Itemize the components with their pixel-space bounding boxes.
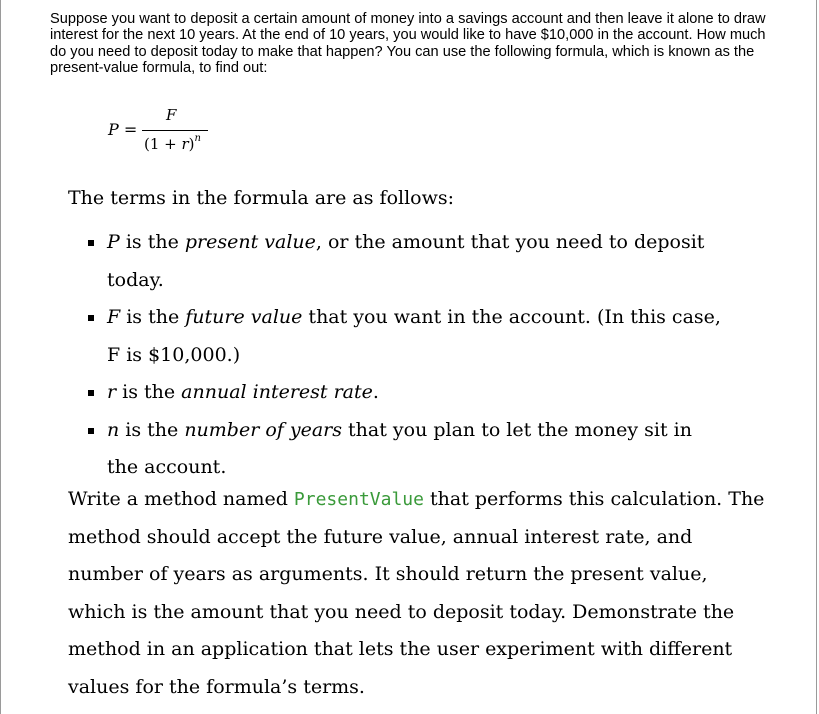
term-italic: future value [185, 306, 303, 328]
term-post: , or the amount that you need to deposit today. [107, 231, 705, 291]
term-pre: is the [119, 418, 185, 441]
formula-lhs [108, 120, 137, 139]
term-var: F [107, 306, 121, 328]
term-item-n [88, 412, 728, 487]
formula-den-open: (1 + [144, 135, 182, 153]
formula-exponent: n [194, 133, 201, 144]
method-name-code: PresentValue [293, 489, 424, 510]
term-pre: is the [120, 306, 186, 328]
term-var: P [107, 231, 120, 253]
term-var: n [107, 418, 120, 441]
term-post: . [372, 381, 379, 403]
bullet-icon [88, 315, 94, 321]
closing-after-code: that performs this calculation. The method should accept the future value, annual interest rate, and number of years as arguments. It should return the present value, which is the amount that you need to deposit today. Demonstrate the method in an application that lets the user experiment with different values for the formula’s terms. [68, 488, 765, 698]
formula-lhs-var: P [108, 120, 119, 139]
term-post: that you want in the account. (In this case, F is $10,000.) [107, 306, 721, 366]
terms-heading: The terms in the formula are as follows: [68, 187, 455, 209]
fraction-bar [142, 130, 208, 131]
intro-paragraph: Suppose you want to deposit a certain amount of money into a savings account and then leave it alone to draw interest for the next 10 years. At the end of 10 years, you would like to have $10,000 in the account. How much do you need to deposit today to make that happen? You can use the following formula, which is known as the present-value formula, to find out: [50, 11, 766, 77]
term-post: that you plan to let the money sit in the account. [107, 418, 692, 478]
term-italic: number of years [184, 418, 342, 441]
term-item-r [88, 374, 728, 412]
closing-paragraph [68, 481, 768, 707]
term-pre: is the [119, 231, 185, 253]
term-item-f [88, 299, 728, 374]
bullet-icon [88, 390, 94, 396]
present-value-formula [108, 106, 218, 166]
formula-denominator [144, 135, 201, 153]
term-item-p [88, 224, 728, 299]
formula-numerator: F [166, 106, 177, 124]
term-italic: annual interest rate [181, 381, 373, 403]
formula-equals: = [123, 120, 138, 139]
terms-list [88, 224, 728, 487]
formula-den-close: ) [188, 135, 195, 153]
term-pre: is the [116, 381, 182, 403]
formula-den-var: r [181, 135, 189, 153]
term-italic: present value [184, 231, 316, 253]
bullet-icon [88, 240, 94, 246]
term-var: r [107, 381, 117, 403]
closing-before-code: Write a method named [68, 488, 294, 510]
bullet-icon [88, 428, 94, 434]
